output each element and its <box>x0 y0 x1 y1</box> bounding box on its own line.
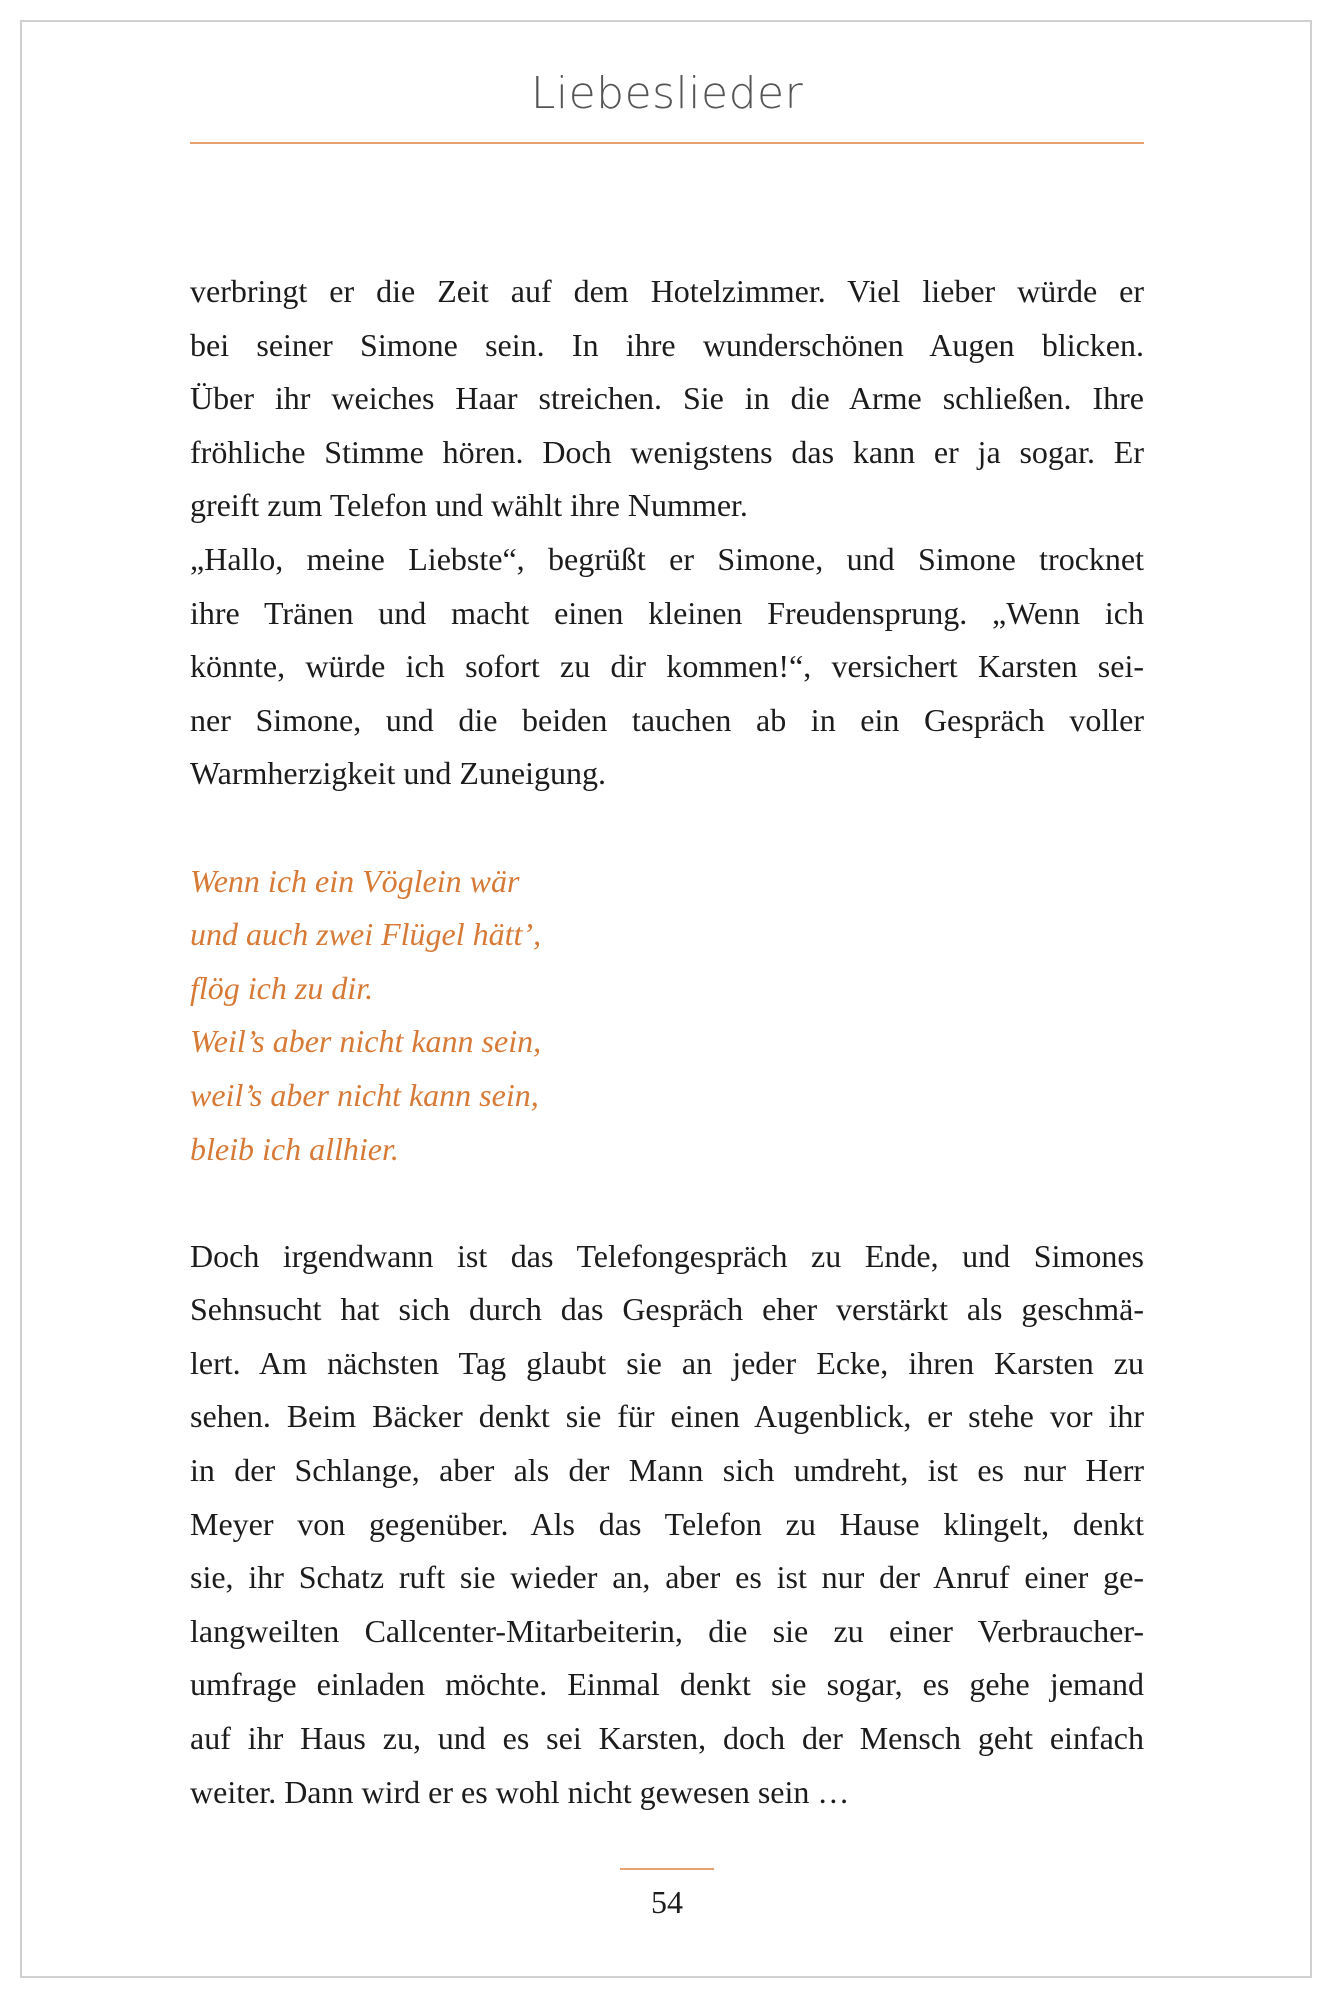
text-line: sie, ihr Schatz ruft sie wieder an, aber es ist nur der Anruf einer ge- <box>190 1559 1144 1596</box>
page-number: 54 <box>651 1884 683 1920</box>
text-line: verbringt er die Zeit auf dem Hotelzimmer. Viel lieber würde er <box>190 273 1144 309</box>
text-line: langweilten Callcenter-Mitarbeiterin, die sie zu einer Verbraucher- <box>190 1612 1144 1649</box>
running-header-title: Liebeslieder <box>530 68 804 119</box>
paragraph-2 <box>190 533 1144 801</box>
text-line: Warmherzigkeit und Zuneigung. <box>190 755 606 792</box>
text-line: Sehnsucht hat sich durch das Gespräch eher verstärkt als geschmä- <box>190 1291 1144 1328</box>
page-body <box>190 265 1144 1819</box>
text-line: weiter. Dann wird er es wohl nicht gewesen sein … <box>190 1773 850 1810</box>
text-line: umfrage einladen möchte. Einmal denkt sie sogar, es gehe jemand <box>190 1666 1144 1703</box>
verse-line: bleib ich allhier. <box>190 1130 399 1167</box>
verse-line: flög ich zu dir. <box>190 969 374 1006</box>
text-line: Meyer von gegenüber. Als das Telefon zu Hause klingelt, denkt <box>190 1505 1144 1542</box>
song-verse <box>190 855 1144 1177</box>
header-rule <box>190 142 1144 144</box>
spacer <box>190 801 1144 855</box>
text-line: fröhliche Stimme hören. Doch wenigstens das kann er ja sogar. Er <box>190 433 1144 470</box>
paragraph-3 <box>190 1230 1144 1820</box>
paragraph-1 <box>190 265 1144 533</box>
spacer <box>190 1176 1144 1230</box>
verse-line: und auch zwei Flügel hätt’, <box>190 916 542 953</box>
verse-line: Wenn ich ein Vöglein wär <box>190 862 520 899</box>
text-line: ihre Tränen und macht einen kleinen Freudensprung. „Wenn ich <box>190 594 1144 631</box>
footer-rule <box>620 1868 714 1870</box>
text-line: „Hallo, meine Liebste“, begrüßt er Simone, und Simone trocknet <box>190 540 1144 577</box>
text-line: Doch irgendwann ist das Telefongespräch zu Ende, und Simones <box>190 1237 1144 1274</box>
text-line: auf ihr Haus zu, und es sei Karsten, doch der Mensch geht einfach <box>190 1720 1144 1757</box>
text-line: könnte, würde ich sofort zu dir kommen!“, versichert Karsten sei- <box>190 648 1144 685</box>
text-line: Über ihr weiches Haar streichen. Sie in die Arme schließen. Ihre <box>190 380 1144 417</box>
text-line: sehen. Beim Bäcker denkt sie für einen Augenblick, er stehe vor ihr <box>190 1398 1144 1435</box>
text-line: lert. Am nächsten Tag glaubt sie an jeder Ecke, ihren Karsten zu <box>190 1344 1144 1381</box>
text-line: ner Simone, und die beiden tauchen ab in ein Gespräch voller <box>190 701 1144 738</box>
text-line: bei seiner Simone sein. In ihre wunderschönen Augen blicken. <box>190 326 1144 363</box>
text-line: in der Schlange, aber als der Mann sich umdreht, ist es nur Herr <box>190 1452 1144 1489</box>
verse-line: Weil’s aber nicht kann sein, <box>190 1023 542 1060</box>
text-line: greift zum Telefon und wählt ihre Nummer. <box>190 487 748 524</box>
verse-line: weil’s aber nicht kann sein, <box>190 1076 539 1113</box>
